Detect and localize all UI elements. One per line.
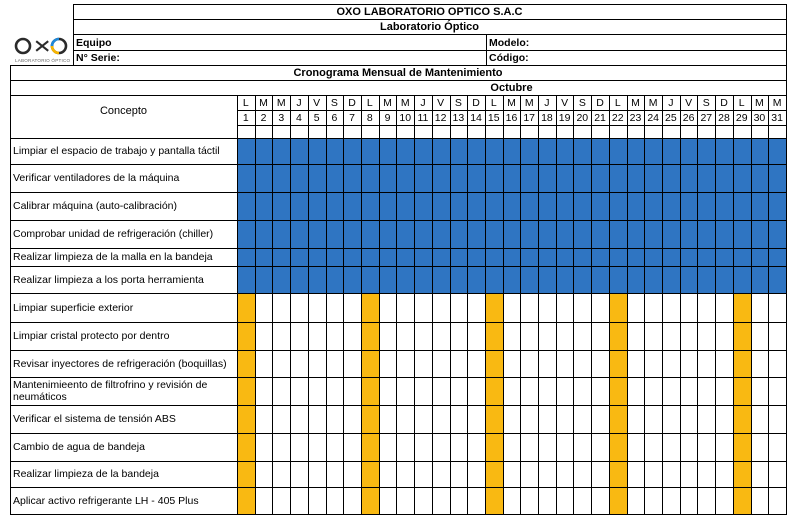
day-number: 28 [718,112,730,124]
day-number: 7 [349,112,356,124]
grid-line [361,95,362,515]
weekly-fill-cell [609,487,627,514]
modelo-label: Modelo: [489,37,530,49]
grid-line [73,50,787,51]
weekly-fill-cell [361,322,379,350]
weekly-fill-cell [361,350,379,377]
weekly-fill-cell [485,461,503,487]
grid-line [662,95,663,515]
weekday-label: V [313,97,321,109]
weekly-fill-cell [733,461,751,487]
weekday-label: L [738,97,745,109]
day-number: 18 [541,112,553,124]
weekly-fill-cell [485,487,503,514]
grid-line [609,95,610,515]
grid-line [10,80,787,81]
weekday-label: L [614,97,621,109]
grid-line [768,95,769,515]
task-label: Comprobar unidad de refrigeración (chiller) [13,228,214,240]
day-number: 25 [665,112,677,124]
weekday-label: M [631,97,640,109]
weekday-label: S [578,97,586,109]
weekly-fill-cell [237,405,255,433]
weekly-fill-cell [733,487,751,514]
grid-line [733,95,734,515]
day-number: 13 [452,112,465,124]
weekday-label: L [242,97,249,109]
weekly-fill-cell [609,293,627,322]
grid-line [450,95,451,515]
weekday-label: L [366,97,373,109]
weekday-label: M [383,97,392,109]
grid-line [10,138,787,139]
weekly-fill-cell [733,405,751,433]
weekday-label: M [772,97,782,109]
weekday-label: V [685,97,693,109]
grid-line [556,95,557,515]
grid-line [10,293,787,294]
task-label: Calibrar máquina (auto-calibración) [13,200,177,212]
daily-fill-row [237,248,786,266]
grid-line [10,65,787,66]
weekly-fill-cell [609,377,627,405]
weekday-label: J [544,97,550,109]
weekday-label: V [437,97,445,109]
day-number: 14 [470,112,482,124]
weekly-fill-cell [609,405,627,433]
schedule-title: Cronograma Mensual de Mantenimiento [293,67,503,79]
grid-line [73,4,787,5]
oxo-logo-icon [14,34,70,58]
task-label: Aplicar activo refrigerante LH - 405 Plus [13,494,199,507]
daily-fill-row [237,138,786,164]
weekday-label: V [561,97,569,109]
day-number: 22 [611,112,624,124]
weekly-fill-cell [609,461,627,487]
grid-line [73,34,787,35]
weekly-fill-cell [485,405,503,433]
grid-line [343,95,344,515]
grid-line [10,95,787,96]
grid-line [379,95,380,515]
day-number: 9 [384,112,391,124]
task-label: Verificar el sistema de tensión ABS [13,413,176,425]
concept-header: Concepto [99,105,148,117]
task-label: Verificar ventiladores de la máquina [13,172,180,184]
weekly-fill-cell [237,377,255,405]
weekday-label: M [259,97,268,109]
weekly-fill-cell [361,293,379,322]
daily-fill-row [237,220,786,248]
day-number: 1 [242,112,249,124]
weekday-label: D [472,97,480,109]
weekly-fill-cell [485,433,503,461]
task-label: Cambio de agua de bandeja [13,441,145,453]
task-label: Limpiar cristal protecto por dentro [13,330,170,342]
task-label: Revisar inyectores de refrigeración (boquillas) [13,357,227,370]
company-title: OXO LABORATORIO OPTICO S.A.C [336,6,523,18]
day-number: 29 [735,112,748,124]
grid-line [432,95,433,515]
grid-line [538,95,539,515]
weekly-fill-cell [609,433,627,461]
day-number: 15 [487,112,500,124]
day-number: 16 [505,112,518,124]
month-label: Octubre [490,82,533,94]
grid-line [486,34,487,66]
grid-line [520,95,521,515]
weekday-label: M [507,97,516,109]
weekday-label: L [490,97,497,109]
grid-line [10,377,787,378]
task-label: Limpiar superficie exterior [13,301,134,314]
day-number: 31 [771,112,783,124]
weekday-label: D [596,97,604,109]
day-number: 3 [278,112,285,124]
task-label: Realizar limpieza de la malla en la bandeja [13,251,213,263]
weekly-fill-cell [361,405,379,433]
grid-line [237,110,787,111]
grid-line [237,95,238,515]
grid-line [10,350,787,351]
grid-line [644,95,645,515]
weekday-label: M [524,97,534,109]
weekday-label: S [330,97,338,109]
grid-line [326,95,327,515]
grid-line [237,125,787,126]
weekday-label: M [648,97,658,109]
grid-line [73,19,787,20]
equipo-label: Equipo [76,37,112,49]
day-number: 6 [331,112,338,124]
grid-line [290,95,291,515]
weekday-label: M [400,97,410,109]
grid-line [272,95,273,515]
grid-line [591,95,592,515]
grid-line [308,95,309,515]
task-label: Mantenimieento de filtrofrino y revisión de neumáticos [13,379,208,403]
weekly-fill-cell [237,322,255,350]
task-label: Limpiar el espacio de trabajo y pantalla táctil [13,145,220,157]
grid-line [751,95,752,515]
weekday-label: S [702,97,710,109]
weekly-fill-cell [733,350,751,377]
weekly-fill-cell [609,350,627,377]
weekly-fill-cell [485,322,503,350]
weekly-fill-cell [733,377,751,405]
daily-fill-row [237,192,786,220]
weekday-label: S [454,97,462,109]
weekly-fill-cell [361,377,379,405]
daily-fill-row [237,266,786,293]
weekly-fill-cell [733,322,751,350]
weekly-fill-cell [237,293,255,322]
lab-title: Laboratorio Óptico [380,21,479,33]
weekly-fill-cell [361,461,379,487]
weekday-label: M [755,97,764,109]
grid-line [10,266,787,267]
weekly-fill-cell [733,433,751,461]
grid-line [396,95,397,515]
day-number: 10 [399,112,412,124]
day-number: 20 [576,112,589,124]
grid-line [715,95,716,515]
grid-line [680,95,681,515]
grid-line [255,95,256,515]
weekly-fill-cell [237,433,255,461]
day-number: 23 [629,112,642,124]
grid-line [573,95,574,515]
weekly-fill-cell [361,487,379,514]
weekday-label: J [420,97,426,109]
grid-line [786,4,787,515]
grid-line [467,95,468,515]
grid-line [485,95,486,515]
weekly-fill-cell [485,293,503,322]
day-number: 26 [682,112,695,124]
grid-line [10,322,787,323]
grid-line [10,487,787,488]
serie-label: N° Serie: [76,52,120,64]
day-number: 30 [753,112,766,124]
grid-line [503,95,504,515]
grid-line [10,514,787,515]
weekday-label: J [668,97,674,109]
grid-line [10,164,787,165]
weekly-fill-cell [485,377,503,405]
day-number: 27 [700,112,713,124]
weekday-label: J [296,97,302,109]
day-number: 12 [434,112,447,124]
logo-subtitle: LABORATORIO ÓPTICO [15,58,71,63]
grid-line [73,4,74,66]
task-label: Realizar limpieza de la bandeja [13,468,159,480]
grid-line [10,248,787,249]
weekly-fill-cell [237,487,255,514]
weekday-label: M [276,97,286,109]
weekly-fill-cell [361,433,379,461]
grid-line [10,192,787,193]
grid-line [414,95,415,515]
day-number: 19 [558,112,571,124]
weekly-fill-cell [733,293,751,322]
day-number: 21 [594,112,606,124]
weekly-fill-cell [237,350,255,377]
grid-line [10,461,787,462]
day-number: 4 [296,112,302,124]
daily-fill-row [237,164,786,192]
day-number: 11 [417,112,429,124]
grid-line [10,220,787,221]
weekly-fill-cell [485,350,503,377]
weekly-fill-cell [237,461,255,487]
weekly-fill-cell [609,322,627,350]
weekday-label: D [720,97,728,109]
day-number: 24 [647,112,659,124]
grid-line [10,433,787,434]
codigo-label: Código: [489,52,529,64]
day-number: 2 [260,112,267,124]
grid-line [697,95,698,515]
grid-line [10,65,11,515]
weekday-label: D [348,97,356,109]
day-number: 17 [523,112,536,124]
grid-line [10,405,787,406]
task-label: Realizar limpieza a los porta herramienta [13,273,204,286]
grid-line [627,95,628,515]
day-number: 8 [366,112,373,124]
day-number: 5 [313,112,320,124]
